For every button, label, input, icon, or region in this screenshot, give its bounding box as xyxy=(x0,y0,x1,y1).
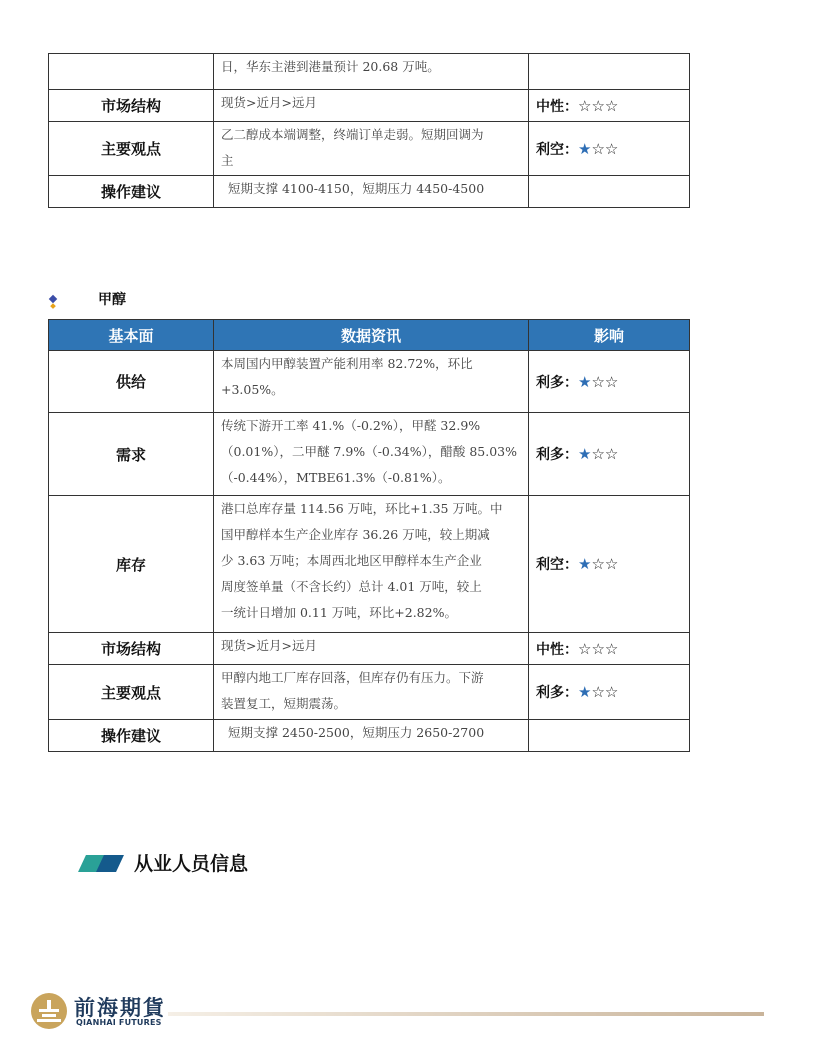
empty-star-icon: ☆ xyxy=(591,445,605,463)
row-data-text xyxy=(214,633,529,665)
empty-star-icon: ☆ xyxy=(604,139,619,158)
table-row xyxy=(49,633,690,665)
text-line: （0.01%），二甲醚 7.9%（-0.34%），醋酸 85.03% xyxy=(221,444,518,459)
text-line: 传统下游开工率 41.%（-0.2%），甲醛 32.9% xyxy=(221,418,481,433)
row-label: 主要观点 xyxy=(49,665,214,720)
filled-star-icon: ★ xyxy=(578,555,592,573)
text-line: 现货>近月>远月 xyxy=(221,95,317,110)
row-data-text xyxy=(214,122,529,176)
empty-star-icon: ☆ xyxy=(604,445,619,463)
impact-label: 中性： xyxy=(536,641,578,658)
impact-label: 利空： xyxy=(536,141,578,158)
row-label: 操作建议 xyxy=(49,720,214,752)
text-line: 国甲醇样本生产企业库存 36.26 万吨，较上期减 xyxy=(221,527,490,542)
methanol-table xyxy=(48,319,690,752)
methanol-section-heading xyxy=(48,289,126,309)
header-impact: 影响 xyxy=(529,320,690,351)
filled-star-icon: ★ xyxy=(578,445,592,463)
filled-star-icon: ★ xyxy=(578,139,592,158)
empty-star-icon: ☆ xyxy=(591,639,605,658)
row-label: 主要观点 xyxy=(49,122,214,176)
row-impact xyxy=(529,122,690,176)
row-impact xyxy=(529,351,690,413)
empty-star-icon: ☆ xyxy=(578,639,592,658)
text-line: 周度签单量（不含长约）总计 4.01 万吨，较上 xyxy=(221,579,482,594)
row-impact xyxy=(529,54,690,90)
row-label: 库存 xyxy=(49,496,214,633)
empty-star-icon: ☆ xyxy=(591,96,605,115)
row-label: 市场结构 xyxy=(49,633,214,665)
table-row xyxy=(49,665,690,720)
text-line: 一统计日增加 0.11 万吨，环比+2.82%。 xyxy=(221,605,457,620)
text-line: 装置复工，短期震荡。 xyxy=(221,696,347,711)
heading-bars-icon xyxy=(78,852,124,874)
empty-star-icon: ☆ xyxy=(591,683,605,701)
row-label xyxy=(49,54,214,90)
row-data-text xyxy=(214,496,529,633)
empty-star-icon: ☆ xyxy=(604,639,619,658)
row-data-text xyxy=(214,176,529,208)
empty-star-icon: ☆ xyxy=(604,372,619,391)
row-data-text xyxy=(214,720,529,752)
table-row xyxy=(49,413,690,496)
row-data-text xyxy=(214,54,529,90)
table-row xyxy=(49,720,690,752)
empty-star-icon: ☆ xyxy=(591,139,605,158)
text-line: 日，华东主港到港量预计 20.68 万吨。 xyxy=(221,59,440,74)
ethylene-glycol-table xyxy=(48,53,690,208)
empty-star-icon: ☆ xyxy=(591,555,605,573)
row-data-text xyxy=(214,90,529,122)
header-data-info: 数据资讯 xyxy=(214,320,529,351)
page-footer xyxy=(30,992,770,1032)
table-row xyxy=(49,90,690,122)
text-line: 短期支撑 2450-2500，短期压力 2650-2700 xyxy=(228,725,485,740)
impact-label: 利多： xyxy=(536,374,578,391)
impact-label: 中性： xyxy=(536,98,578,115)
table-row xyxy=(49,176,690,208)
text-line: +3.05%。 xyxy=(221,382,284,397)
row-label: 市场结构 xyxy=(49,90,214,122)
empty-star-icon: ☆ xyxy=(604,96,619,115)
row-impact xyxy=(529,496,690,633)
empty-star-icon: ☆ xyxy=(604,683,619,701)
text-line: 乙二醇成本端调整，终端订单走弱。短期回调为 xyxy=(221,127,484,142)
row-impact xyxy=(529,665,690,720)
logo-english-name: QIANHAI FUTURES xyxy=(76,1018,162,1027)
text-line: 港口总库存量 114.56 万吨，环比+1.35 万吨。中 xyxy=(221,501,503,516)
row-data-text xyxy=(214,413,529,496)
staff-info-title: 从业人员信息 xyxy=(134,853,249,875)
impact-label: 利多： xyxy=(536,447,578,463)
footer-divider xyxy=(168,1012,764,1016)
table-row xyxy=(49,496,690,633)
empty-star-icon: ☆ xyxy=(578,96,592,115)
section-title: 甲醇 xyxy=(98,292,126,308)
staff-info-heading xyxy=(78,849,248,876)
row-impact xyxy=(529,413,690,496)
text-line: 本周国内甲醇装置产能利用率 82.72%，环比 xyxy=(221,356,473,371)
row-impact xyxy=(529,720,690,752)
impact-label: 利空： xyxy=(536,557,578,573)
filled-star-icon: ★ xyxy=(578,372,592,391)
text-line: 甲醇内地工厂库存回落，但库存仍有压力。下游 xyxy=(221,670,484,685)
qianhai-logo-icon xyxy=(30,992,68,1030)
table-row xyxy=(49,54,690,90)
logo-chinese-name: 前海期貨 xyxy=(74,995,166,1020)
row-impact xyxy=(529,90,690,122)
header-fundamentals: 基本面 xyxy=(49,320,214,351)
text-line: （-0.44%），MTBE61.3%（-0.81%）。 xyxy=(221,470,451,485)
row-impact xyxy=(529,176,690,208)
row-label: 操作建议 xyxy=(49,176,214,208)
text-line: 少 3.63 万吨；本周西北地区甲醇样本生产企业 xyxy=(221,553,482,568)
row-data-text xyxy=(214,351,529,413)
row-impact xyxy=(529,633,690,665)
impact-label: 利多： xyxy=(536,685,578,701)
text-line: 现货>近月>远月 xyxy=(221,638,317,653)
table-row xyxy=(49,122,690,176)
text-line: 短期支撑 4100-4150，短期压力 4450-4500 xyxy=(228,181,485,196)
row-data-text xyxy=(214,665,529,720)
table-header-row xyxy=(49,320,690,351)
empty-star-icon: ☆ xyxy=(591,372,605,391)
table-row xyxy=(49,351,690,413)
row-label: 需求 xyxy=(49,413,214,496)
filled-star-icon: ★ xyxy=(578,683,592,701)
empty-star-icon: ☆ xyxy=(604,555,619,573)
row-label: 供给 xyxy=(49,351,214,413)
text-line: 主 xyxy=(221,153,234,168)
bullet-diamond-icon xyxy=(49,295,57,303)
